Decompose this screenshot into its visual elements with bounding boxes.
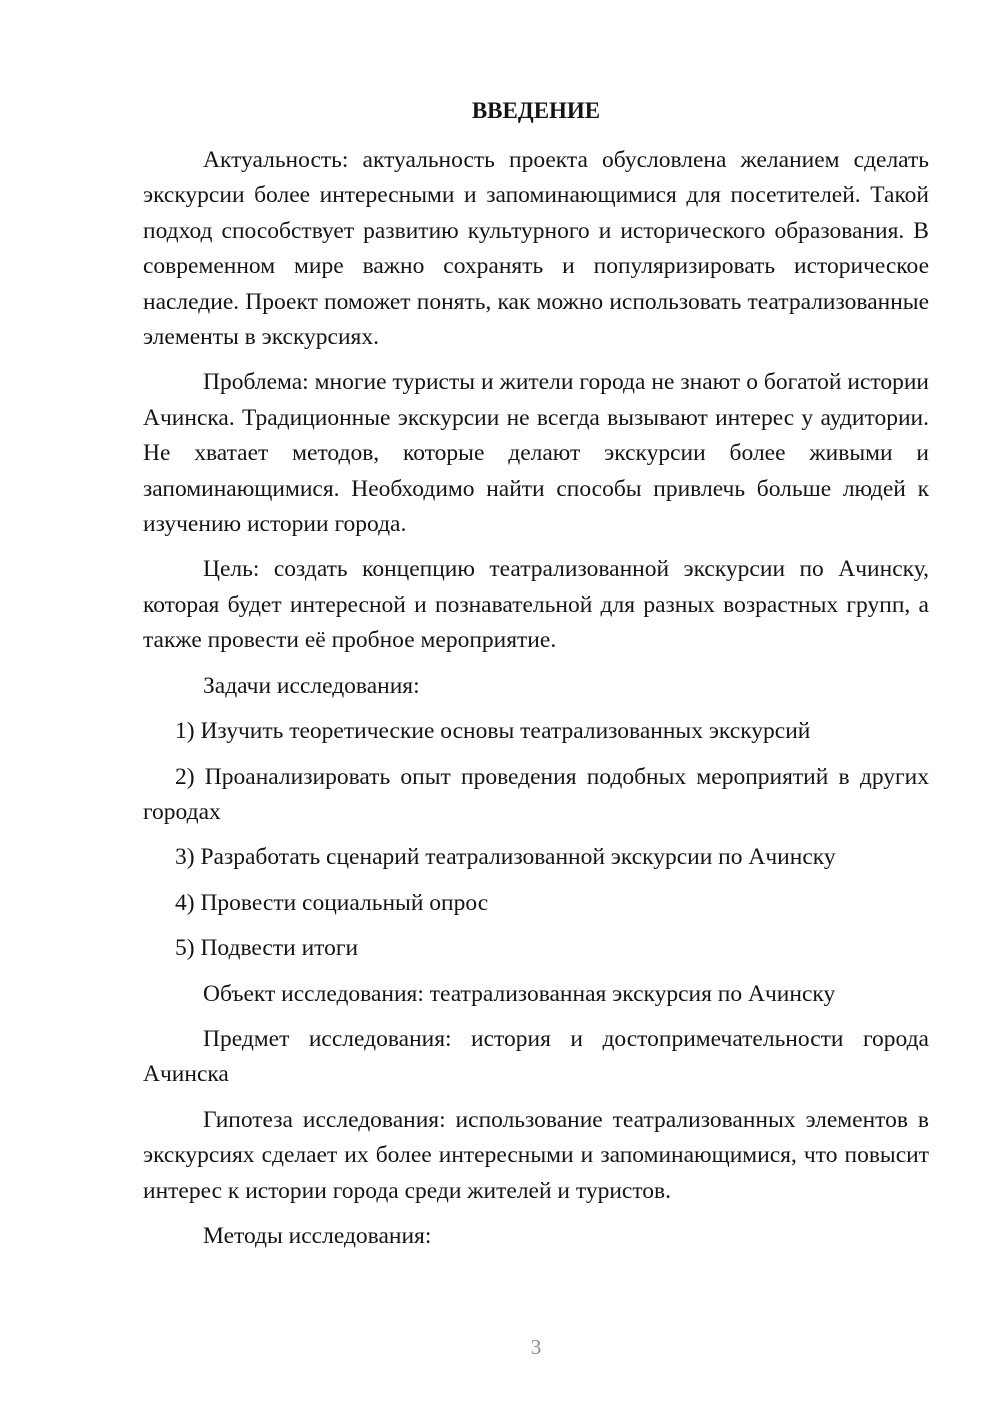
paragraph-goal: Цель: создать концепцию театрализованной экскурсии по Ачинску, которая будет интересной и познавательной для разных возрастных групп, а также провести её пробное мероприятие. <box>143 556 929 654</box>
paragraph-methods-heading: Методы исследования: <box>203 1222 432 1249</box>
page-title: ВВЕДЕНИЕ <box>471 98 601 123</box>
task-item-5: 5) Подвести итоги <box>175 935 359 962</box>
task-item-2: 2) Проанализировать опыт проведения подобных мероприятий в других городах <box>143 763 929 825</box>
page-number: 3 <box>530 1335 542 1359</box>
paragraph-problem: Проблема: многие туристы и жители города не знают о богатой истории Ачинска. Традиционные экскурсии не всегда вызывают интерес у аудитории. Не хватает методов, которые делают экскурсии более живыми и запоминающимися. Необходимо найти способы привлечь больше людей к изучению истории города. <box>143 369 929 538</box>
document-body <box>143 143 929 1264</box>
task-item-4: 4) Провести социальный опрос <box>175 889 489 916</box>
task-item-1: 1) Изучить теоретические основы театрализованных экскурсий <box>175 718 811 745</box>
paragraph-subject: Предмет исследования: история и достопримечательности города Ачинска <box>143 1025 929 1088</box>
paragraph-object: Объект исследования: театрализованная экскурсия по Ачинску <box>203 980 836 1007</box>
paragraph-tasks-heading: Задачи исследования: <box>203 672 420 699</box>
paragraph-hypothesis: Гипотеза исследования: использование театрализованных элементов в экскурсиях сделает их более интересными и запоминающимися, что повысит интерес к истории города среди жителей и туристов. <box>143 1106 929 1204</box>
paragraph-relevance: Актуальность: актуальность проекта обусловлена желанием сделать экскурсии более интересными и запоминающимися для посетителей. Такой подход способствует развитию культурного и исторического образования. В современном мире важно сохранять и популяризировать историческое наследие. Проект поможет понять, как можно использовать театрализованные элементы в экскурсиях. <box>143 147 929 351</box>
task-item-3: 3) Разработать сценарий театрализованной экскурсии по Ачинску <box>175 844 836 871</box>
